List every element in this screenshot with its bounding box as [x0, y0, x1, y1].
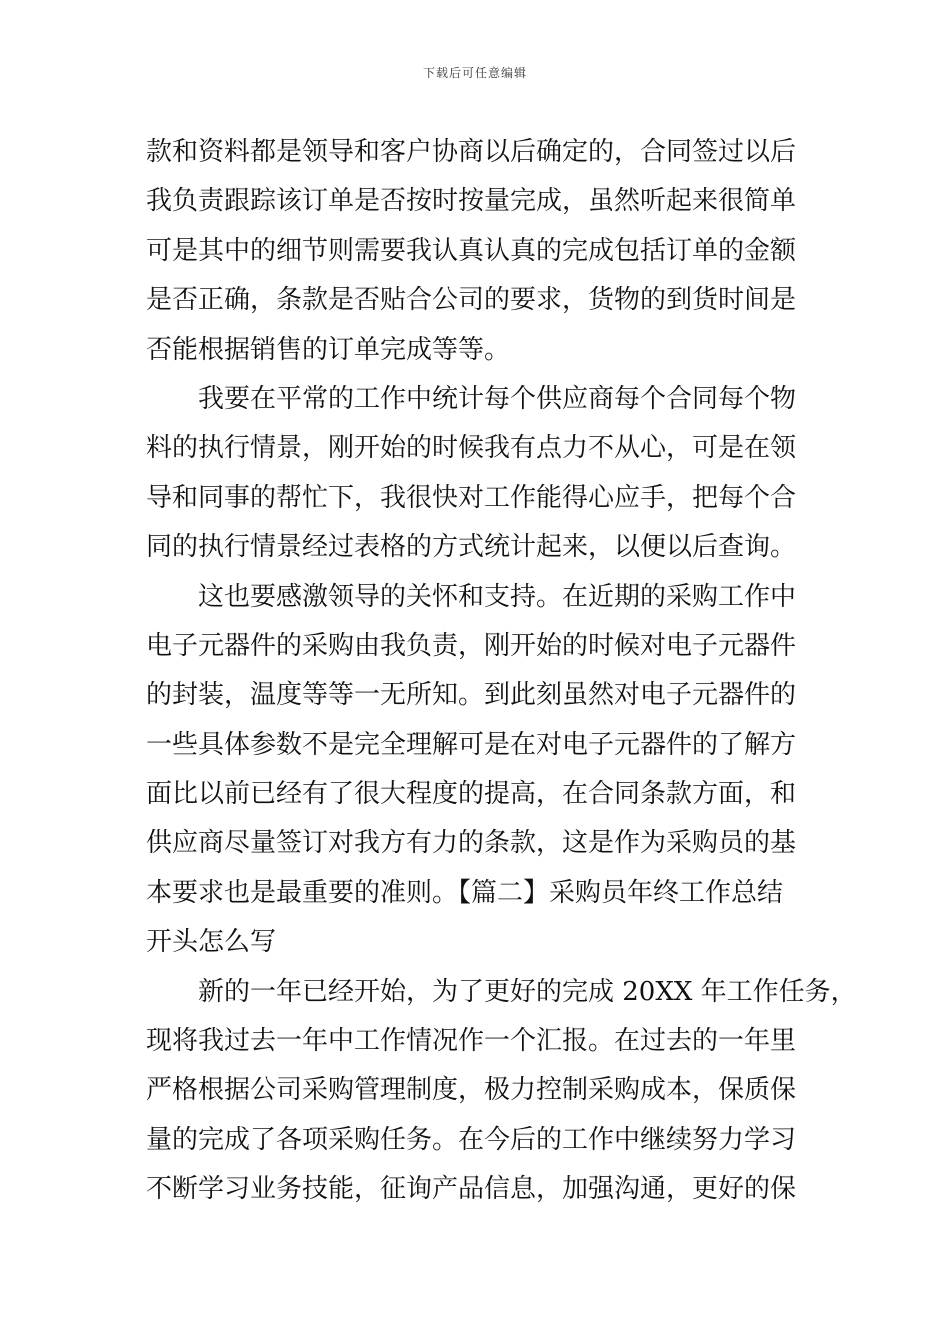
text-line: 可是其中的细节则需要我认真认真的完成包括订单的金额: [146, 235, 797, 266]
paragraph-first-line: 这也要感激领导的关怀和支持。在近期的采购工作中: [198, 581, 797, 612]
text-line: 料的执行情景，刚开始的时候我有点力不从心，可是在领: [146, 433, 797, 464]
text-line: 的封装，温度等等一无所知。到此刻虽然对电子元器件的: [146, 680, 797, 711]
text-line: 严格根据公司采购管理制度，极力控制采购成本，保质保: [146, 1075, 797, 1106]
text-line: 不断学习业务技能，征询产品信息，加强沟通，更好的保: [146, 1174, 797, 1205]
text-line: 否能根据销售的订单完成等等。: [146, 334, 511, 365]
text-line: 我负责跟踪该订单是否按时按量完成，虽然听起来很简单: [146, 186, 797, 217]
text-line: 开头怎么写: [146, 927, 277, 958]
text-line: 款和资料都是领导和客户协商以后确定的，合同签过以后: [146, 137, 797, 167]
text-line: 电子元器件的采购由我负责，刚开始的时候对电子元器件: [146, 630, 797, 661]
text-line: 面比以前已经有了很大程度的提高，在合同条款方面，和: [146, 779, 797, 810]
text-line: 供应商尽量签订对我方有力的条款，这是作为采购员的基: [146, 828, 797, 859]
text-line: 本要求也是最重要的准则。【篇二】采购员年终工作总结: [146, 877, 784, 908]
page-header: 下载后可任意编辑: [422, 66, 527, 80]
text-line: 量的完成了各项采购任务。在今后的工作中继续努力学习: [146, 1124, 797, 1155]
document-body: [146, 128, 857, 1215]
paragraph-first-line: 我要在平常的工作中统计每个供应商每个合同每个物: [198, 383, 797, 414]
text-line: 导和同事的帮忙下，我很快对工作能得心应手，把每个合: [146, 482, 797, 513]
text-line: 同的执行情景经过表格的方式统计起来，以便以后查询。: [146, 532, 797, 563]
text-line: 现将我过去一年中工作情况作一个汇报。在过去的一年里: [146, 1026, 797, 1057]
text-line: 是否正确，条款是否贴合公司的要求，货物的到货时间是: [146, 285, 797, 316]
paragraph-first-line: 新的一年已经开始，为了更好的完成 20XX 年工作任务，: [198, 976, 857, 1007]
text-line: 一些具体参数不是完全理解可是在对电子元器件的了解方: [146, 729, 797, 760]
